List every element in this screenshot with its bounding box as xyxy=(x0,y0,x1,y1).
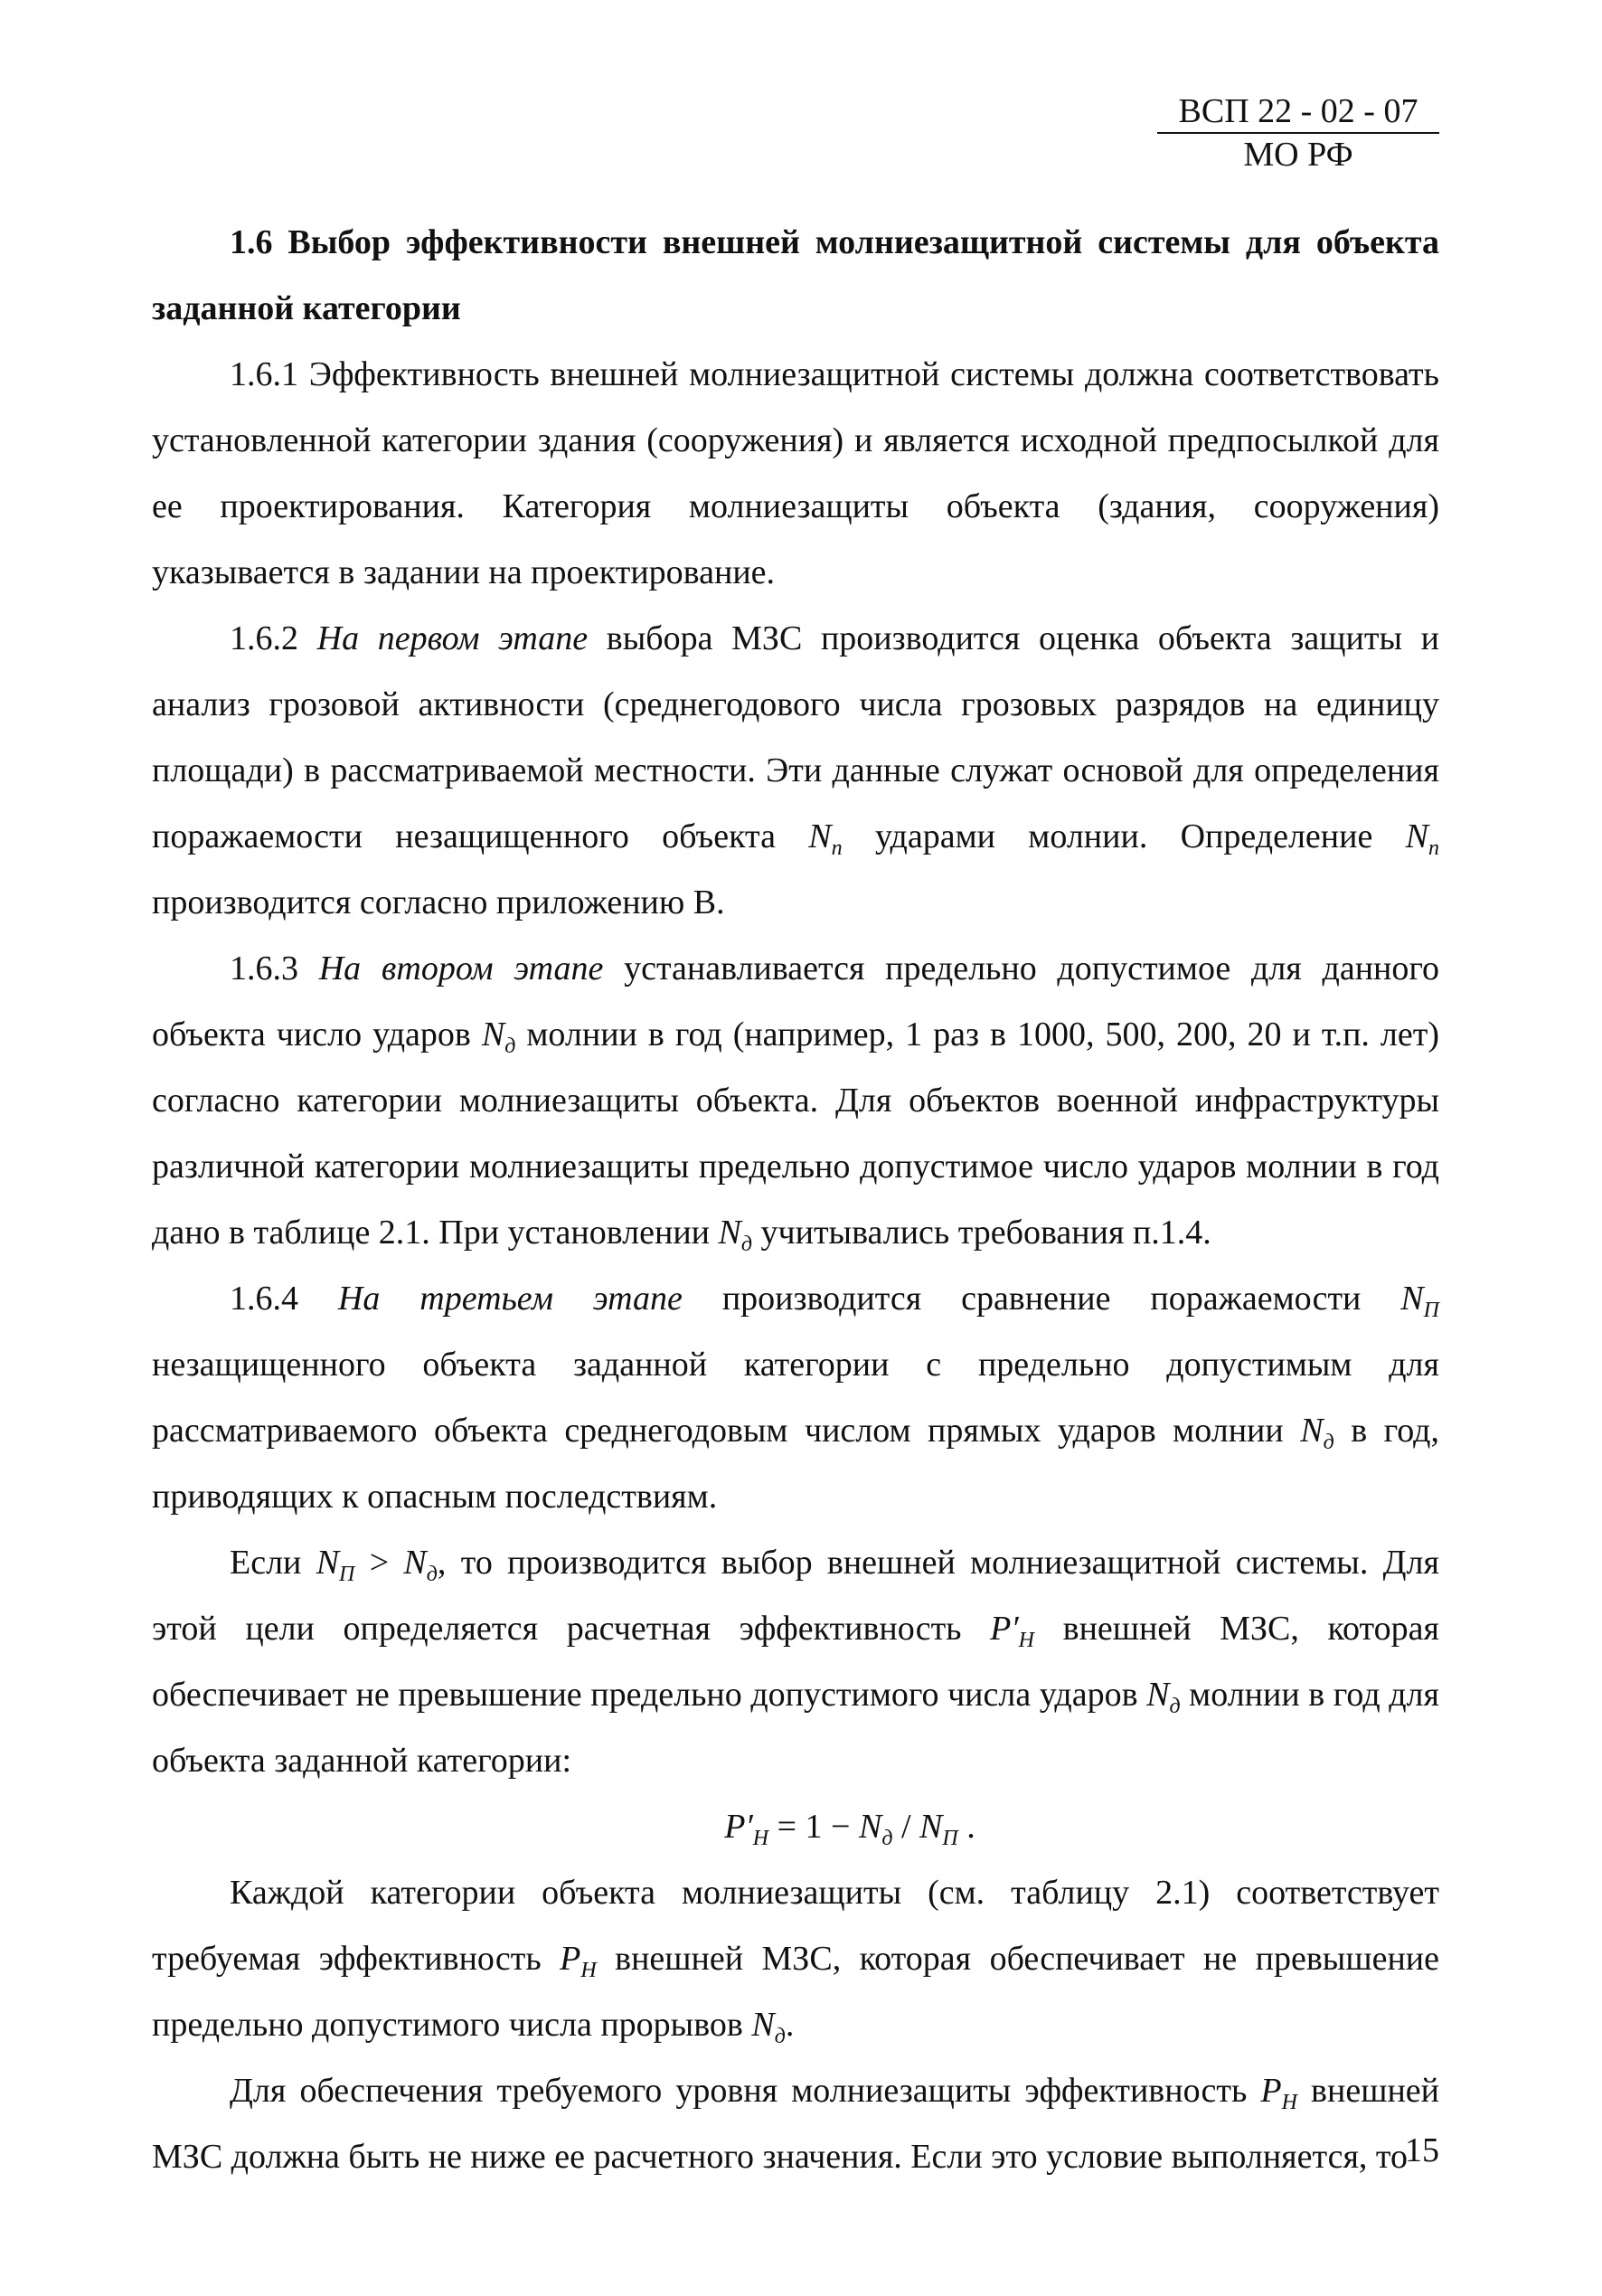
document-header xyxy=(1157,90,1439,175)
paragraph-1-6-3: 1.6.3 На втором этапе устанавливается предельно допустимое для данного объекта число ударов $N_д$ молнии в год (например, 1 раз в 1000, 500, 200, 20 и т.п. лет) согласно категории молниезащиты объекта. Для объектов военной инфраструктуры различной категории молниезащиты предельно допустимое число ударов молнии в год дано в таблице 2.1. При установлении $N_д$ учитывались требования п.1.4. xyxy=(152,950,1440,1256)
stage-label: На третьем этапе xyxy=(337,1280,683,1318)
symbol-n-p: $N_п$ xyxy=(1405,817,1439,860)
symbol-p-h: $P_Н$ xyxy=(1260,2072,1297,2114)
page-number: 15 xyxy=(1405,2131,1439,2169)
symbol-p-h-prime: $P'_Н$ xyxy=(990,1610,1035,1652)
symbol-n-d: $N_д$ xyxy=(1300,1412,1334,1454)
clause-number: 1.6.2 xyxy=(230,619,317,657)
symbol-p-h-prime: $P'_Н$ xyxy=(724,1808,769,1850)
section-heading: 1.6 Выбор эффективности внешней молниезащитной системы для объекта заданной категории xyxy=(152,223,1439,327)
symbol-n-d: $N_д$ xyxy=(481,1016,516,1058)
symbol-n-p: $N_П$ xyxy=(1400,1280,1439,1322)
paragraph-required-efficiency: Каждой категории объекта молниезащиты (см. таблицу 2.1) соответствует требуемая эффективность $P_Н$ внешней МЗС, которая обеспечивает не превышение предельно допустимого числа прорывов $N_д$. xyxy=(152,1874,1439,2048)
symbol-n-d: $N_д$ xyxy=(858,1808,893,1850)
paragraph-1-6-4: 1.6.4 На третьем этапе производится сравнение поражаемости $N_П$ незащищенного объекта заданной категории с предельно допустимым для рассматриваемого объекта среднегодовым числом прямых ударов молнии $N_д$ в год, приводящих к опасным последствиям. xyxy=(152,1280,1440,1516)
symbol-n-d: $N_д$ xyxy=(403,1544,438,1586)
paragraph-1-6-1: 1.6.1 Эффективность внешней молниезащитной системы должна соответствовать установленной категории здания (сооружения) и является исходной предпосылкой для ее проектирования. Категория молниезащиты объекта (здания, сооружения) указывается в задании на проектирование. xyxy=(152,355,1439,591)
symbol-n-d: $N_д$ xyxy=(718,1214,752,1256)
symbol-n-d: $N_д$ xyxy=(1146,1676,1181,1718)
formula-efficiency: $P'_Н = 1 - N_д / N_П$ . xyxy=(724,1808,975,1850)
symbol-n-p: $N_П$ xyxy=(919,1808,958,1850)
clause-number: 1.6.4 xyxy=(230,1280,338,1318)
symbol-n-d: $N_д$ xyxy=(751,2006,786,2048)
document-code: ВСП 22 - 02 - 07 xyxy=(1157,90,1439,134)
page-body xyxy=(152,210,1439,2190)
paragraph-condition: Если $N_П > N_д$, то производится выбор внешней молниезащитной системы. Для этой цели определяется расчетная эффективность $P'_Н$ внешней МЗС, которая обеспечивает не превышение предельно допустимого числа ударов $N_д$ молнии в год для объекта заданной категории: xyxy=(152,1544,1439,1780)
paragraph-1-6-2: 1.6.2 На первом этапе выбора МЗС производится оценка объекта защиты и анализ грозовой активности (среднегодового числа грозовых разрядов на единицу площади) в рассматриваемой местности. Эти данные служат основой для определения поражаемости незащищенного объекта $N_п$ ударами молнии. Определение $N_п$ производится согласно приложению В. xyxy=(152,619,1440,921)
document-org: МО РФ xyxy=(1243,136,1353,174)
symbol-p-h: $P_Н$ xyxy=(560,1940,597,1982)
clause-number: 1.6.3 xyxy=(230,950,319,987)
stage-label: На первом этапе xyxy=(316,619,589,657)
symbol-n-p: $N_П$ xyxy=(316,1544,355,1586)
stage-label: На втором этапе xyxy=(318,950,604,987)
paragraph-protection-level: Для обеспечения требуемого уровня молниезащиты эффективность $P_Н$ внешней МЗС должна быть не ниже ее расчетного значения. Если это условие выполняется, то xyxy=(152,2072,1439,2176)
symbol-n-p: $N_п$ xyxy=(808,817,843,860)
